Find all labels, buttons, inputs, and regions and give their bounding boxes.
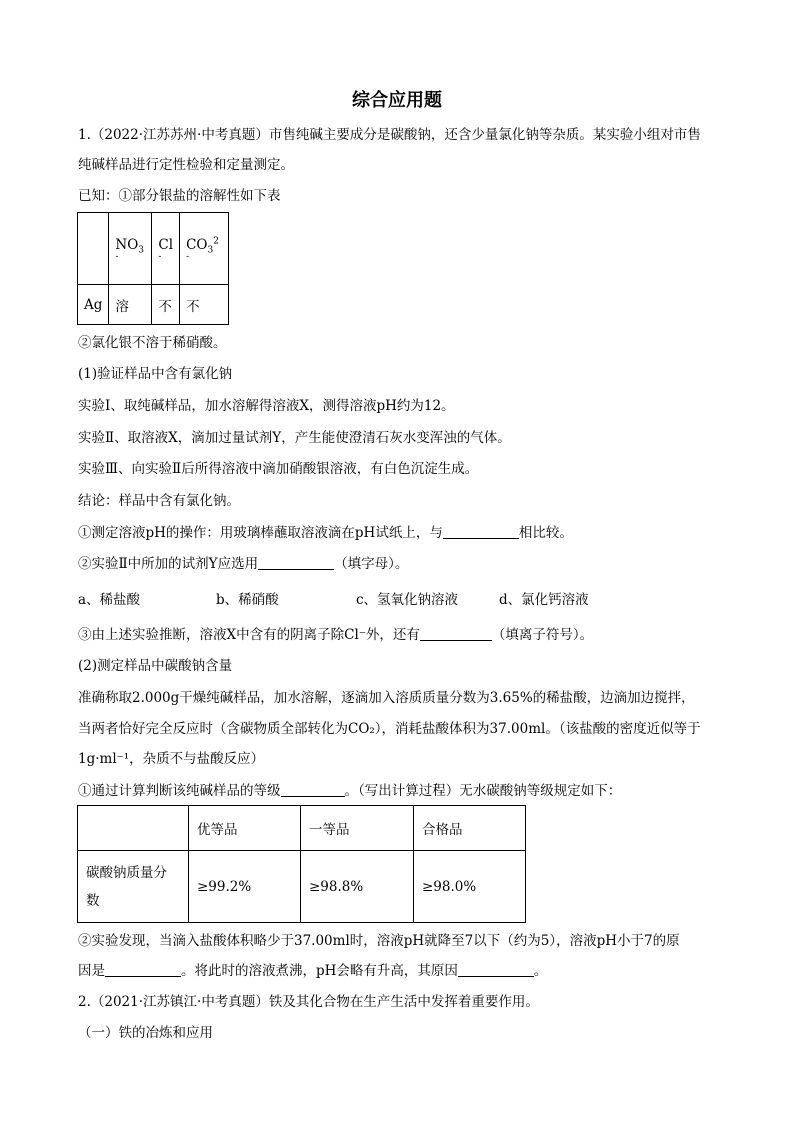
table1-header-co3: $CO_3^2$ - bbox=[180, 213, 229, 285]
table2-header-empty bbox=[78, 806, 189, 851]
c2-text-c: 。 bbox=[533, 963, 548, 979]
option-a: a、稀盐酸 bbox=[78, 592, 141, 608]
c1-text-a: ①通过计算判断该纯碱样品的等级 bbox=[78, 783, 281, 799]
q1-subquestion-2 bbox=[78, 555, 408, 573]
answer-blank[interactable] bbox=[443, 524, 519, 539]
q1-calc-2-line1: ②实验发现，当滴入盐酸体积略少于37.00ml时，溶液pH就降至7以下（约为5），溶液pH小于7的原 bbox=[78, 933, 680, 949]
q2-sub1-heading: （一）铁的冶炼和应用 bbox=[78, 1025, 213, 1041]
table2-row-label-line2: 数 bbox=[86, 892, 100, 909]
table2-header: 合格品 bbox=[414, 806, 526, 851]
table1-row-label: Ag bbox=[78, 285, 109, 325]
table1-header-cl: Cl - bbox=[152, 213, 180, 285]
s2-text-a: ②实验Ⅱ中所加的试剂Y应选用 bbox=[78, 556, 259, 572]
table2-row-label-line1: 碳酸钠质量分 bbox=[86, 864, 167, 881]
page-title: 综合应用题 bbox=[352, 90, 442, 111]
answer-blank[interactable] bbox=[458, 962, 534, 977]
s1-text-a: ①测定溶液pH的操作：用玻璃棒蘸取溶液滴在pH试纸上，与 bbox=[78, 525, 443, 541]
q1-part1-heading: (1)验证样品中含有氯化钠 bbox=[78, 366, 233, 382]
q1-subquestion-3 bbox=[78, 626, 593, 644]
table2-cell: ≥98.0% bbox=[414, 851, 526, 923]
table2-cell: ≥98.8% bbox=[301, 851, 414, 923]
silver-salt-solubility-table bbox=[77, 212, 229, 325]
q1-experiment-3: 实验Ⅲ、向实验Ⅱ后所得溶液中滴加硝酸银溶液，有白色沉淀生成。 bbox=[78, 461, 479, 477]
table2-cell: ≥99.2% bbox=[189, 851, 301, 923]
q1-subquestion-1 bbox=[78, 524, 573, 542]
q1-calc-1 bbox=[78, 782, 621, 800]
answer-blank[interactable] bbox=[420, 626, 492, 641]
c2-text-b: 。将此时的溶液煮沸，pH会略有升高，其原因 bbox=[181, 963, 458, 979]
table2-header: 一等品 bbox=[301, 806, 414, 851]
table1-header-no3: $NO_3$ - bbox=[109, 213, 152, 285]
q1-intro-line1: 1.（2022·江苏苏州·中考真题）市售纯碱主要成分是碳酸钠，还含少量氯化钠等杂质。某实验小组对市售 bbox=[78, 127, 701, 143]
s2-text-b: （填字母）。 bbox=[334, 556, 409, 572]
s3-text-a: ③由上述实验推断，溶液X中含有的阴离子除Cl⁻外，还有 bbox=[78, 627, 420, 643]
answer-blank[interactable] bbox=[105, 962, 181, 977]
table1-cell: 溶 bbox=[109, 285, 152, 325]
q1-known: 已知：①部分银盐的溶解性如下表 bbox=[78, 188, 281, 204]
answer-blank[interactable] bbox=[281, 782, 345, 797]
table1-cell: 不 bbox=[180, 285, 229, 325]
c1-text-b: 。（写出计算过程）无水碳酸钠等级规定如下： bbox=[344, 783, 622, 799]
q1-part2-line3: 1g·ml⁻¹，杂质不与盐酸反应） bbox=[78, 751, 265, 767]
q1-part2-line2: 当两者恰好完全反应时（含碳物质全部转化为CO₂），消耗盐酸体积为37.00ml。（该盐酸的密度近似等于 bbox=[78, 721, 701, 737]
option-c: c、氢氧化钠溶液 bbox=[356, 592, 459, 608]
q1-calc-2-line2 bbox=[78, 962, 547, 980]
s3-text-b: （填离子符号）。 bbox=[491, 627, 594, 643]
table1-cell: 不 bbox=[152, 285, 180, 325]
s1-text-b: 相比较。 bbox=[518, 525, 573, 541]
q1-intro-line2: 纯碱样品进行定性检验和定量测定。 bbox=[78, 157, 294, 173]
table1-header-empty bbox=[78, 213, 109, 285]
answer-blank[interactable] bbox=[258, 555, 334, 570]
q1-part2-line1: 准确称取2.000g干燥纯碱样品，加水溶解，逐滴加入溶质质量分数为3.65%的稀盐酸，边滴加边搅拌， bbox=[78, 690, 695, 706]
table2-header: 优等品 bbox=[189, 806, 301, 851]
option-d: d、氯化钙溶液 bbox=[499, 592, 589, 608]
q1-options bbox=[78, 591, 589, 609]
sodium-carbonate-grade-table bbox=[77, 805, 526, 923]
q1-part2-heading: (2)测定样品中碳酸钠含量 bbox=[78, 658, 233, 674]
table2-row-label bbox=[78, 851, 189, 923]
q1-conclusion: 结论：样品中含有氯化钠。 bbox=[78, 493, 240, 509]
q2-intro: 2.（2021·江苏镇江·中考真题）铁及其化合物在生产生活中发挥着重要作用。 bbox=[78, 994, 539, 1010]
q1-known2: ②氯化银不溶于稀硝酸。 bbox=[78, 335, 227, 351]
q1-experiment-2: 实验Ⅱ、取溶液X，滴加过量试剂Y，产生能使澄清石灰水变浑浊的气体。 bbox=[78, 430, 511, 446]
q1-experiment-1: 实验Ⅰ、取纯碱样品，加水溶解得溶液X，测得溶液pH约为12。 bbox=[78, 398, 455, 414]
option-b: b、稀硝酸 bbox=[216, 592, 279, 608]
c2-text-a: 因是 bbox=[78, 963, 105, 979]
